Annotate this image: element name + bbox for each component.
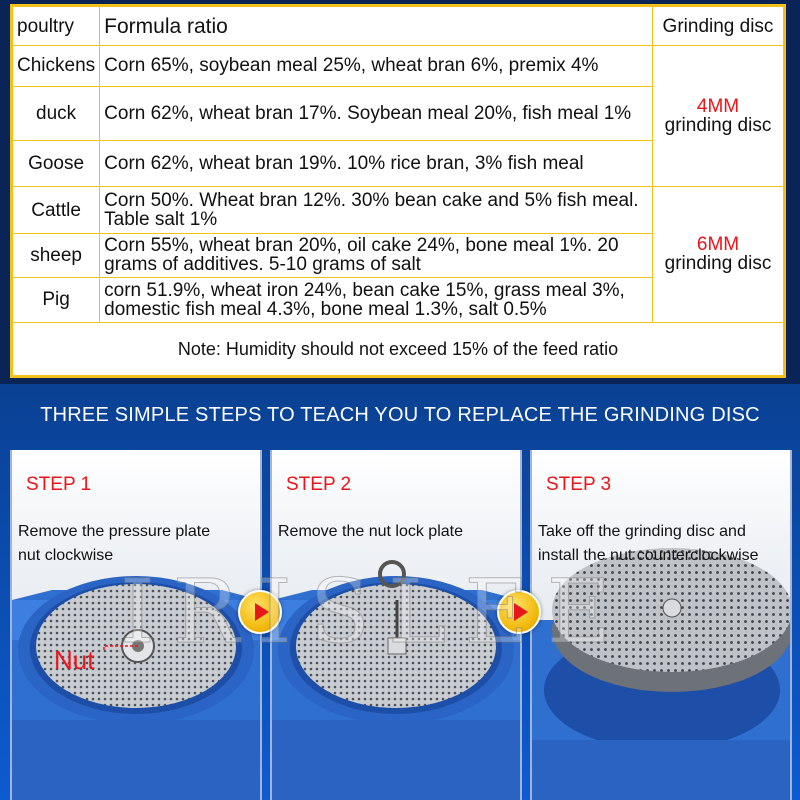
animal-cell: Goose — [12, 141, 100, 187]
note-text: Note: Humidity should not exceed 15% of the feed ratio — [12, 322, 785, 377]
step-label: STEP 1 — [26, 474, 92, 495]
note-row — [12, 322, 785, 377]
animal-cell: duck — [12, 86, 100, 140]
disc-size: 6MM — [696, 234, 740, 256]
steps-title: THREE SIMPLE STEPS TO TEACH YOU TO REPLACE THE GRINDING DISC — [40, 404, 760, 426]
animal-cell: sheep — [12, 233, 100, 277]
formula-cell: Corn 55%, wheat bran 20%, oil cake 24%, bone meal 1%. 20 grams of additives. 5-10 grams of salt — [100, 233, 653, 277]
disc-label: grinding disc — [664, 253, 772, 275]
formula-cell: corn 51.9%, wheat iron 24%, bean cake 15%, grass meal 3%, domestic fish meal 4.3%, bone meal 1.3%, salt 0.5% — [100, 278, 653, 322]
header-disc: Grinding disc — [653, 6, 785, 46]
step-description: Remove the pressure plate nut clockwise — [18, 523, 211, 564]
step-label: STEP 3 — [546, 474, 612, 495]
formula-cell: Corn 62%, wheat bran 19%. 10% rice bran, 3% fish meal — [100, 141, 653, 187]
formula-cell: Corn 50%. Wheat bran 12%. 30% bean cake and 5% fish meal. Table salt 1% — [100, 187, 653, 233]
table-header-row — [12, 6, 785, 46]
disc-cell-6mm — [653, 187, 785, 322]
header-formula: Formula ratio — [100, 6, 653, 46]
nut-callout: Nut — [54, 645, 95, 675]
disc-label: grinding disc — [664, 115, 772, 137]
disc-cell-4mm — [653, 46, 785, 187]
step-description: Remove the nut lock plate — [278, 523, 463, 540]
animal-cell: Cattle — [12, 187, 100, 233]
animal-cell: Pig — [12, 278, 100, 322]
formula-table-section — [0, 0, 800, 384]
step-description: Take off the grinding disc and install the nut counterclockwise — [538, 523, 759, 564]
header-poultry: poultry — [12, 6, 100, 46]
table-row — [12, 187, 785, 233]
watermark: IRISLEE — [120, 560, 629, 663]
animal-cell: Chickens — [12, 46, 100, 86]
formula-table — [10, 4, 786, 378]
step-label: STEP 2 — [286, 474, 352, 495]
disc-size: 4MM — [696, 96, 740, 118]
formula-cell: Corn 65%, soybean meal 25%, wheat bran 6%, premix 4% — [100, 46, 653, 86]
table-row — [12, 46, 785, 86]
formula-cell: Corn 62%, wheat bran 17%. Soybean meal 20%, fish meal 1% — [100, 86, 653, 140]
